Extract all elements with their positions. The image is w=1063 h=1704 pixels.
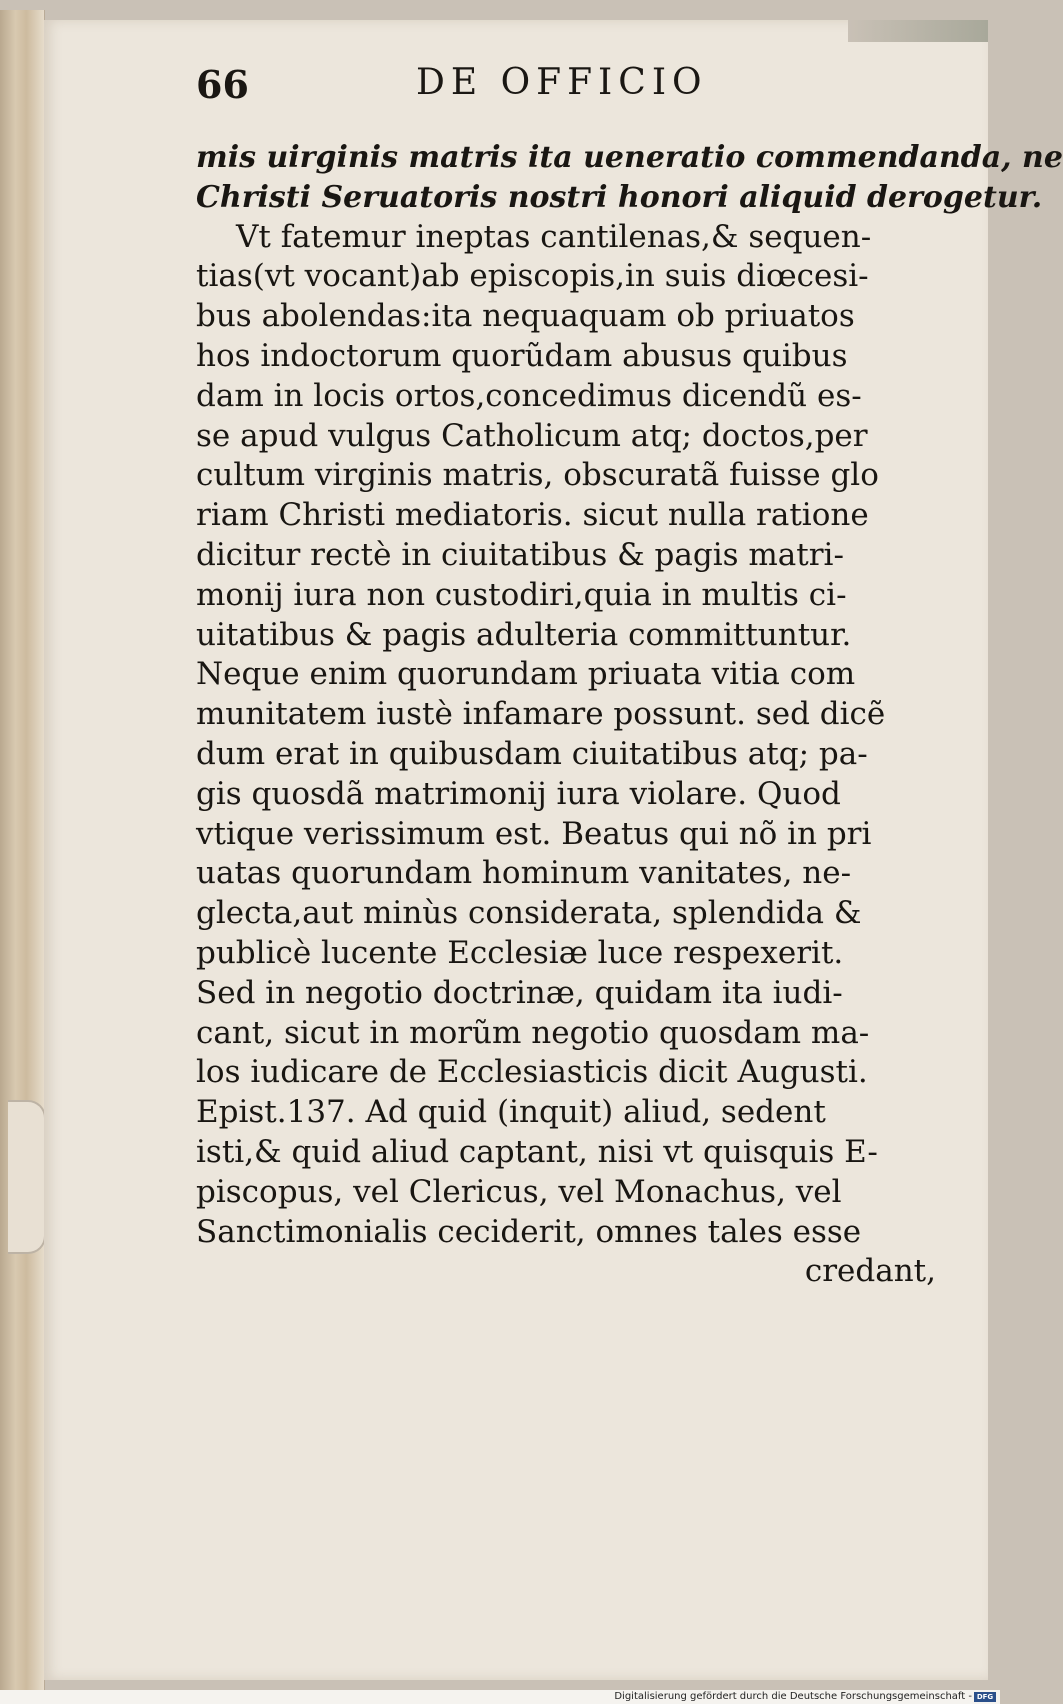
text-line: dam in locis ortos,concedimus dicendũ es- <box>196 377 862 414</box>
text-line: cant, sicut in morũm negotio quosdam ma- <box>196 1014 870 1051</box>
text-line: uatas quorundam hominum vanitates, ne- <box>196 855 852 892</box>
text-line: munitatem iustè infamare possunt. sed dicẽ <box>196 696 886 733</box>
page-tab <box>8 1100 46 1254</box>
text-line: dicitur rectè in ciuitatibus & pagis matri- <box>196 536 844 573</box>
body-text <box>196 138 1063 1292</box>
text-line: glecta,aut minùs considerata, splendida & <box>196 895 862 932</box>
text-line: se apud vulgus Catholicum atq; doctos,per <box>196 417 868 454</box>
text-line: tias(vt vocant)ab episcopis,in suis diœcesi- <box>196 258 869 295</box>
text-line: monij iura non custodiri,quia in multis ci- <box>196 576 847 613</box>
book-edge <box>0 10 45 1690</box>
text-line: riam Christi mediatoris. sicut nulla ratione <box>196 497 869 534</box>
text-line: Vt fatemur ineptas cantilenas,& sequen- <box>236 218 872 255</box>
dfg-logo: DFG <box>974 1692 996 1702</box>
text-line: hos indoctorum quorũdam abusus quibus <box>196 337 848 374</box>
text-line: publicè lucente Ecclesiæ luce respexerit. <box>196 934 844 971</box>
page-corner <box>848 20 988 42</box>
text-line: Christi Seruatoris nostri honori aliquid derogetur. <box>196 179 1043 215</box>
text-line: los iudicare de Ecclesiasticis dicit Augusti. <box>196 1054 868 1091</box>
text-line: isti,& quid aliud captant, nisi vt quisquis E- <box>196 1133 878 1170</box>
text-line: piscopus, vel Clericus, vel Monachus, vel <box>196 1173 842 1210</box>
page-number: 66 <box>196 62 249 107</box>
text-line: Sanctimonialis ceciderit, omnes tales esse <box>196 1213 862 1250</box>
text-line: credant, <box>804 1253 936 1290</box>
running-head: DE OFFICIO <box>416 62 708 103</box>
text-line: uitatibus & pagis adulteria committuntur. <box>196 616 852 653</box>
text-line: bus abolendas:ita nequaquam ob priuatos <box>196 298 855 335</box>
text-line: dum erat in quibusdam ciuitatibus atq; pa- <box>196 735 868 772</box>
text-line: vtique verissimum est. Beatus qui nõ in pri <box>196 815 872 852</box>
footer-credit: Digitalisierung gefördert durch die Deutsche Forschungsgemeinschaft - <box>614 1691 972 1702</box>
text-line: gis quosdã matrimonij iura violare. Quod <box>196 775 841 812</box>
text-line: mis uirginis matris ita ueneratio commendanda, ne <box>196 140 1063 175</box>
footer <box>0 1690 1000 1704</box>
text-line: Sed in negotio doctrinæ, quidam ita iudi- <box>196 974 843 1011</box>
text-line: Epist.137. Ad quid (inquit) aliud, sedent <box>196 1094 826 1131</box>
text-line: Neque enim quorundam priuata vitia com <box>196 656 856 693</box>
text-line: cultum virginis matris, obscuratã fuisse glo <box>196 457 879 494</box>
page-header <box>196 62 736 132</box>
